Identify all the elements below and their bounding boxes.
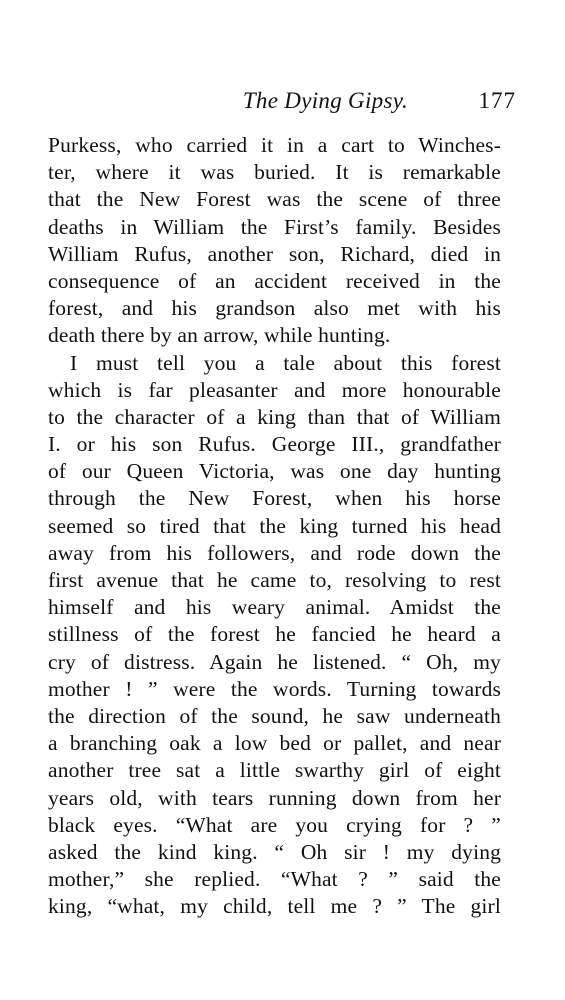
text-line: mother,” she replied. “What ? ” said the xyxy=(48,867,501,892)
text-line: king, “what, my child, tell me ? ” The girl xyxy=(48,894,501,919)
page-number: 177 xyxy=(478,88,516,113)
text-line: the direction of the sound, he saw underneath xyxy=(48,703,501,728)
text-line: seemed so tired that the king turned his head xyxy=(48,513,501,538)
running-title: The Dying Gipsy. xyxy=(242,88,408,113)
text-line: I must tell you a tale about this forest xyxy=(70,350,501,375)
text-line: away from his followers, and rode down the xyxy=(48,540,501,565)
text-line: that the New Forest was the scene of three xyxy=(48,187,501,212)
text-line: first avenue that he came to, resolving to rest xyxy=(48,568,501,592)
text-line: to the character of a king than that of William xyxy=(48,404,501,429)
text-line: I. or his son Rufus. George III., grandfather xyxy=(48,432,501,457)
text-line: death there by an arrow, while hunting. xyxy=(48,323,391,348)
text-line: forest, and his grandson also met with his xyxy=(48,296,501,321)
text-line: stillness of the forest he fancied he heard a xyxy=(48,622,501,647)
body-text xyxy=(48,132,501,920)
text-line: asked the kind king. “ Oh sir ! my dying xyxy=(48,839,501,864)
text-line: another tree sat a little swarthy girl of eight xyxy=(48,758,501,783)
text-line: himself and his weary animal. Amidst the xyxy=(48,595,501,620)
text-line: through the New Forest, when his horse xyxy=(48,486,501,511)
running-head xyxy=(48,88,518,118)
text-line: ter, where it was buried. It is remarkable xyxy=(48,160,501,185)
text-line: Purkess, who carried it in a cart to Winches- xyxy=(48,133,501,157)
text-line: black eyes. “What are you crying for ? ” xyxy=(48,812,501,837)
text-line: deaths in William the First’s family. Besides xyxy=(48,214,501,239)
text-line: William Rufus, another son, Richard, died in xyxy=(48,241,501,266)
text-line: which is far pleasanter and more honourable xyxy=(48,377,501,402)
text-line: consequence of an accident received in the xyxy=(48,268,501,293)
text-line: of our Queen Victoria, was one day hunting xyxy=(48,459,501,484)
text-line: a branching oak a low bed or pallet, and near xyxy=(48,731,501,756)
text-line: cry of distress. Again he listened. “ Oh, my xyxy=(48,649,501,674)
text-line: mother ! ” were the words. Turning towards xyxy=(48,676,501,701)
text-line: years old, with tears running down from her xyxy=(48,785,501,810)
